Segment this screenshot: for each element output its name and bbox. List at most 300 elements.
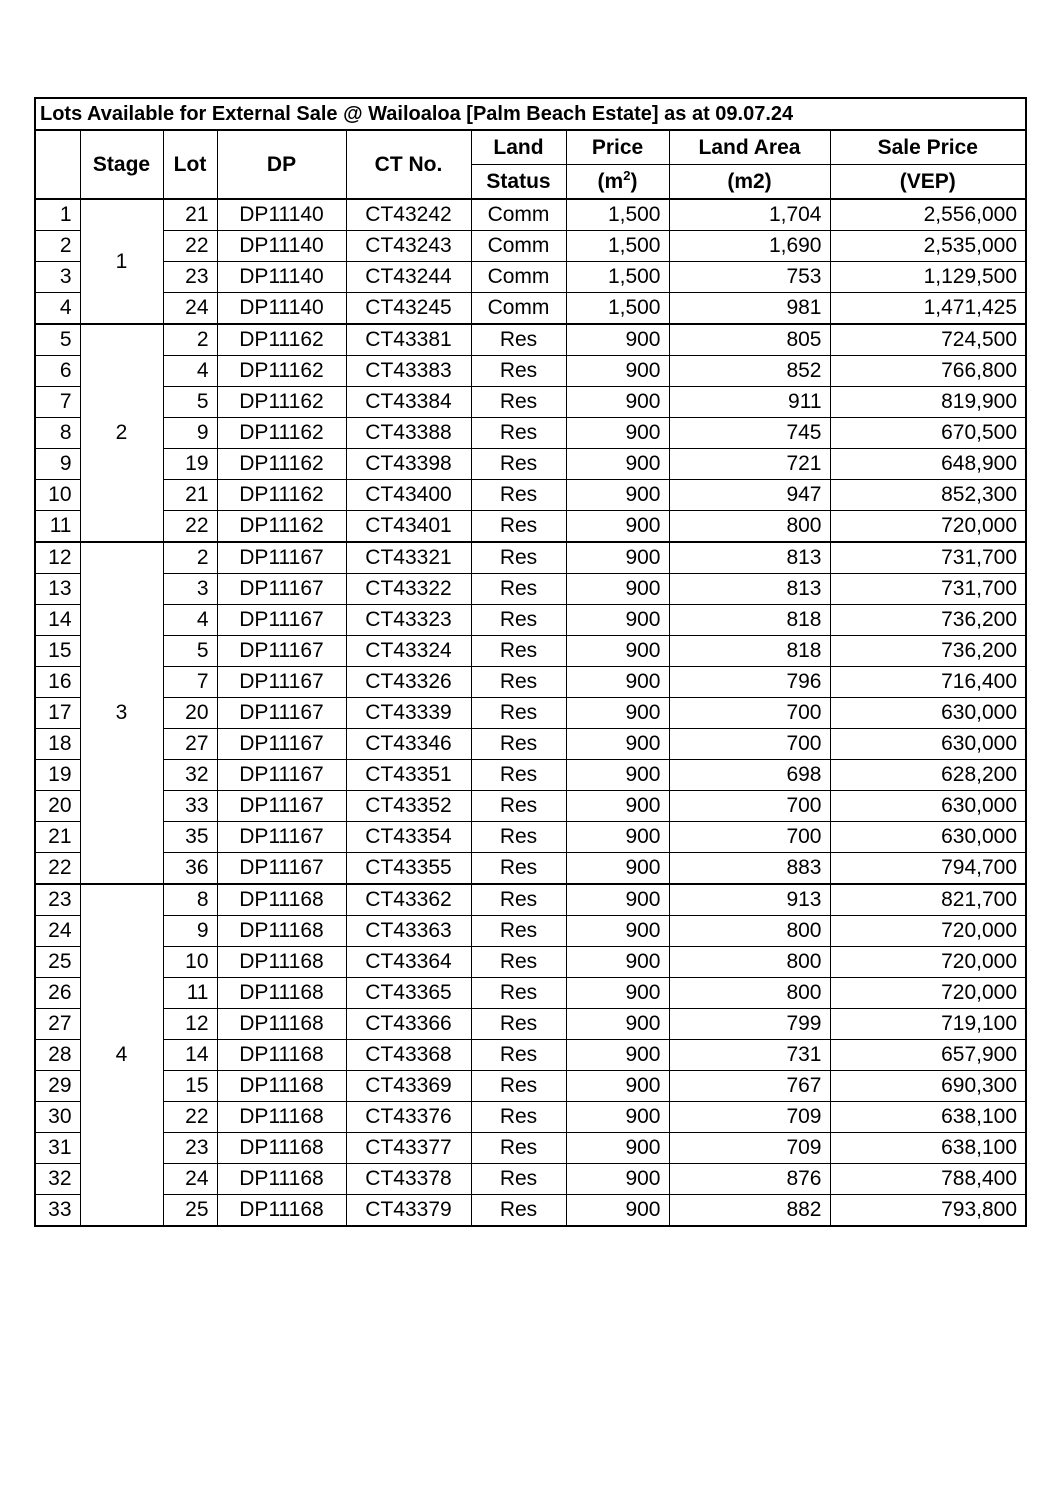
- price-cell: 900: [566, 449, 669, 480]
- dp-cell: DP11162: [217, 387, 346, 418]
- table-row: [35, 916, 1026, 947]
- ct-cell: CT43363: [346, 916, 471, 947]
- table-row: [35, 1195, 1026, 1227]
- land-status-cell: Res: [471, 822, 566, 853]
- dp-cell: DP11140: [217, 293, 346, 325]
- dp-cell: DP11140: [217, 199, 346, 231]
- dp-cell: DP11167: [217, 667, 346, 698]
- lot-cell: 9: [163, 916, 217, 947]
- dp-cell: DP11167: [217, 822, 346, 853]
- price-cell: 900: [566, 574, 669, 605]
- price-cell: 900: [566, 947, 669, 978]
- row-index: 15: [35, 636, 80, 667]
- row-index: 6: [35, 356, 80, 387]
- lot-cell: 21: [163, 480, 217, 511]
- sale-price-cell: 648,900: [830, 449, 1026, 480]
- land-status-cell: Res: [471, 418, 566, 449]
- land-area-cell: 709: [669, 1133, 830, 1164]
- land-area-cell: 700: [669, 729, 830, 760]
- sale-price-cell: 719,100: [830, 1009, 1026, 1040]
- land-area-cell: 1,690: [669, 231, 830, 262]
- dp-cell: DP11162: [217, 480, 346, 511]
- lot-cell: 3: [163, 574, 217, 605]
- ct-cell: CT43388: [346, 418, 471, 449]
- ct-cell: CT43244: [346, 262, 471, 293]
- table-row: [35, 574, 1026, 605]
- lot-cell: 4: [163, 605, 217, 636]
- land-area-cell: 753: [669, 262, 830, 293]
- price-cell: 900: [566, 729, 669, 760]
- price-cell: 900: [566, 822, 669, 853]
- ct-cell: CT43369: [346, 1071, 471, 1102]
- row-index: 18: [35, 729, 80, 760]
- ct-cell: CT43378: [346, 1164, 471, 1195]
- land-area-cell: 818: [669, 605, 830, 636]
- lot-cell: 25: [163, 1195, 217, 1227]
- lot-cell: 35: [163, 822, 217, 853]
- table-row: [35, 760, 1026, 791]
- lot-cell: 7: [163, 667, 217, 698]
- land-status-cell: Res: [471, 605, 566, 636]
- sale-price-cell: 766,800: [830, 356, 1026, 387]
- row-index: 23: [35, 884, 80, 916]
- table-row: [35, 324, 1026, 356]
- dp-cell: DP11168: [217, 1164, 346, 1195]
- sale-price-cell: 720,000: [830, 511, 1026, 543]
- ct-cell: CT43346: [346, 729, 471, 760]
- land-area-cell: 745: [669, 418, 830, 449]
- price-cell: 900: [566, 698, 669, 729]
- dp-cell: DP11167: [217, 698, 346, 729]
- table-row: [35, 356, 1026, 387]
- table-row: [35, 262, 1026, 293]
- stage-cell: 3: [80, 542, 163, 884]
- row-index: 26: [35, 978, 80, 1009]
- sale-price-cell: 788,400: [830, 1164, 1026, 1195]
- land-status-cell: Res: [471, 760, 566, 791]
- row-index: 1: [35, 199, 80, 231]
- ct-cell: CT43401: [346, 511, 471, 543]
- dp-cell: DP11168: [217, 947, 346, 978]
- table-row: [35, 1133, 1026, 1164]
- table-row: [35, 1009, 1026, 1040]
- land-area-cell: 911: [669, 387, 830, 418]
- lot-cell: 2: [163, 324, 217, 356]
- table-row: [35, 605, 1026, 636]
- sale-price-cell: 630,000: [830, 729, 1026, 760]
- row-index: 24: [35, 916, 80, 947]
- lot-cell: 12: [163, 1009, 217, 1040]
- lot-cell: 14: [163, 1040, 217, 1071]
- dp-cell: DP11167: [217, 542, 346, 574]
- ct-cell: CT43377: [346, 1133, 471, 1164]
- land-status-cell: Res: [471, 1164, 566, 1195]
- lot-cell: 8: [163, 884, 217, 916]
- price-cell: 900: [566, 1040, 669, 1071]
- ct-cell: CT43384: [346, 387, 471, 418]
- ct-cell: CT43400: [346, 480, 471, 511]
- row-index: 27: [35, 1009, 80, 1040]
- row-index: 31: [35, 1133, 80, 1164]
- ct-cell: CT43366: [346, 1009, 471, 1040]
- price-cell: 1,500: [566, 262, 669, 293]
- land-area-cell: 818: [669, 636, 830, 667]
- ct-cell: CT43362: [346, 884, 471, 916]
- land-status-cell: Res: [471, 511, 566, 543]
- lots-table: [34, 97, 1027, 1227]
- price-cell: 900: [566, 356, 669, 387]
- land-status-cell: Res: [471, 1071, 566, 1102]
- land-status-cell: Res: [471, 884, 566, 916]
- header-area-top: Land Area: [669, 130, 830, 165]
- sale-price-cell: 852,300: [830, 480, 1026, 511]
- header-index: [35, 130, 80, 199]
- land-area-cell: 721: [669, 449, 830, 480]
- dp-cell: DP11140: [217, 262, 346, 293]
- ct-cell: CT43242: [346, 199, 471, 231]
- sale-price-cell: 731,700: [830, 542, 1026, 574]
- table-row: [35, 1071, 1026, 1102]
- row-index: 10: [35, 480, 80, 511]
- table-row: [35, 729, 1026, 760]
- table-row: [35, 1040, 1026, 1071]
- row-index: 13: [35, 574, 80, 605]
- sale-price-cell: 793,800: [830, 1195, 1026, 1227]
- ct-cell: CT43324: [346, 636, 471, 667]
- row-index: 2: [35, 231, 80, 262]
- dp-cell: DP11168: [217, 1071, 346, 1102]
- sale-price-cell: 821,700: [830, 884, 1026, 916]
- sale-price-cell: 638,100: [830, 1102, 1026, 1133]
- ct-cell: CT43352: [346, 791, 471, 822]
- land-area-cell: 913: [669, 884, 830, 916]
- table-row: [35, 449, 1026, 480]
- ct-cell: CT43368: [346, 1040, 471, 1071]
- price-cell: 900: [566, 605, 669, 636]
- sale-price-cell: 724,500: [830, 324, 1026, 356]
- stage-cell: 2: [80, 324, 163, 542]
- row-index: 32: [35, 1164, 80, 1195]
- dp-cell: DP11168: [217, 884, 346, 916]
- row-index: 21: [35, 822, 80, 853]
- sale-price-cell: 794,700: [830, 853, 1026, 885]
- land-area-cell: 883: [669, 853, 830, 885]
- title-row: [35, 98, 1026, 130]
- lot-cell: 9: [163, 418, 217, 449]
- land-area-cell: 882: [669, 1195, 830, 1227]
- ct-cell: CT43365: [346, 978, 471, 1009]
- land-area-cell: 709: [669, 1102, 830, 1133]
- lot-cell: 23: [163, 1133, 217, 1164]
- price-cell: 900: [566, 791, 669, 822]
- lot-cell: 23: [163, 262, 217, 293]
- dp-cell: DP11162: [217, 324, 346, 356]
- land-area-cell: 698: [669, 760, 830, 791]
- lot-cell: 11: [163, 978, 217, 1009]
- land-status-cell: Res: [471, 480, 566, 511]
- ct-cell: CT43355: [346, 853, 471, 885]
- lot-cell: 4: [163, 356, 217, 387]
- ct-cell: CT43339: [346, 698, 471, 729]
- price-cell: 900: [566, 636, 669, 667]
- ct-cell: CT43323: [346, 605, 471, 636]
- ct-cell: CT43245: [346, 293, 471, 325]
- lot-cell: 2: [163, 542, 217, 574]
- land-status-cell: Res: [471, 1195, 566, 1227]
- land-area-cell: 852: [669, 356, 830, 387]
- lot-cell: 10: [163, 947, 217, 978]
- row-index: 17: [35, 698, 80, 729]
- price-cell: 900: [566, 511, 669, 543]
- row-index: 12: [35, 542, 80, 574]
- land-status-cell: Comm: [471, 262, 566, 293]
- sale-price-cell: 716,400: [830, 667, 1026, 698]
- table-row: [35, 1102, 1026, 1133]
- land-status-cell: Res: [471, 449, 566, 480]
- price-cell: 900: [566, 667, 669, 698]
- price-cell: 900: [566, 1195, 669, 1227]
- sale-price-cell: 630,000: [830, 822, 1026, 853]
- row-index: 5: [35, 324, 80, 356]
- row-index: 7: [35, 387, 80, 418]
- row-index: 8: [35, 418, 80, 449]
- price-cell: 1,500: [566, 199, 669, 231]
- land-area-cell: 800: [669, 947, 830, 978]
- sale-price-cell: 731,700: [830, 574, 1026, 605]
- table-row: [35, 418, 1026, 449]
- sale-price-cell: 720,000: [830, 978, 1026, 1009]
- price-cell: 900: [566, 1102, 669, 1133]
- table-row: [35, 199, 1026, 231]
- table-title: Lots Available for External Sale @ Wailoaloa [Palm Beach Estate] as at 09.07.24: [35, 98, 1026, 130]
- sale-price-cell: 1,471,425: [830, 293, 1026, 325]
- ct-cell: CT43322: [346, 574, 471, 605]
- dp-cell: DP11167: [217, 605, 346, 636]
- dp-cell: DP11168: [217, 1040, 346, 1071]
- land-area-cell: 1,704: [669, 199, 830, 231]
- price-cell: 900: [566, 978, 669, 1009]
- row-index: 33: [35, 1195, 80, 1227]
- header-price-bottom: [566, 165, 669, 200]
- land-status-cell: Comm: [471, 231, 566, 262]
- lot-cell: 15: [163, 1071, 217, 1102]
- price-cell: 900: [566, 542, 669, 574]
- ct-cell: CT43351: [346, 760, 471, 791]
- price-cell: 1,500: [566, 231, 669, 262]
- row-index: 4: [35, 293, 80, 325]
- land-status-cell: Res: [471, 542, 566, 574]
- table-row: [35, 1164, 1026, 1195]
- row-index: 29: [35, 1071, 80, 1102]
- table-row: [35, 293, 1026, 325]
- lot-cell: 27: [163, 729, 217, 760]
- table-row: [35, 231, 1026, 262]
- sale-price-cell: 1,129,500: [830, 262, 1026, 293]
- header-price-top: Price: [566, 130, 669, 165]
- ct-cell: CT43354: [346, 822, 471, 853]
- table-row: [35, 542, 1026, 574]
- land-area-cell: 947: [669, 480, 830, 511]
- header-land-bottom: Status: [471, 165, 566, 200]
- row-index: 19: [35, 760, 80, 791]
- land-status-cell: Res: [471, 667, 566, 698]
- ct-cell: CT43243: [346, 231, 471, 262]
- table-row: [35, 884, 1026, 916]
- land-status-cell: Res: [471, 387, 566, 418]
- land-area-cell: 813: [669, 574, 830, 605]
- row-index: 20: [35, 791, 80, 822]
- table-row: [35, 698, 1026, 729]
- table-row: [35, 822, 1026, 853]
- land-area-cell: 731: [669, 1040, 830, 1071]
- price-cell: 900: [566, 1071, 669, 1102]
- sale-price-cell: 670,500: [830, 418, 1026, 449]
- dp-cell: DP11162: [217, 418, 346, 449]
- land-area-cell: 700: [669, 791, 830, 822]
- row-index: 30: [35, 1102, 80, 1133]
- land-area-cell: 700: [669, 698, 830, 729]
- table-row: [35, 947, 1026, 978]
- dp-cell: DP11167: [217, 760, 346, 791]
- stage-cell: 1: [80, 199, 163, 324]
- header-stage: Stage: [80, 130, 163, 199]
- table-row: [35, 387, 1026, 418]
- table-row: [35, 636, 1026, 667]
- land-area-cell: 799: [669, 1009, 830, 1040]
- dp-cell: DP11167: [217, 636, 346, 667]
- table-row: [35, 978, 1026, 1009]
- lot-cell: 22: [163, 1102, 217, 1133]
- dp-cell: DP11167: [217, 791, 346, 822]
- land-status-cell: Res: [471, 324, 566, 356]
- sale-price-cell: 628,200: [830, 760, 1026, 791]
- table-row: [35, 667, 1026, 698]
- ct-cell: CT43326: [346, 667, 471, 698]
- land-status-cell: Res: [471, 947, 566, 978]
- land-status-cell: Res: [471, 729, 566, 760]
- sale-price-cell: 638,100: [830, 1133, 1026, 1164]
- table-row: [35, 853, 1026, 885]
- land-status-cell: Res: [471, 916, 566, 947]
- row-index: 9: [35, 449, 80, 480]
- sale-price-cell: 657,900: [830, 1040, 1026, 1071]
- land-status-cell: Res: [471, 1133, 566, 1164]
- header-land-top: Land: [471, 130, 566, 165]
- price-cell: 900: [566, 760, 669, 791]
- land-status-cell: Res: [471, 574, 566, 605]
- price-cell: 900: [566, 1164, 669, 1195]
- dp-cell: DP11168: [217, 1133, 346, 1164]
- price-cell: 900: [566, 1009, 669, 1040]
- sale-price-cell: 630,000: [830, 698, 1026, 729]
- lot-cell: 5: [163, 387, 217, 418]
- ct-cell: CT43379: [346, 1195, 471, 1227]
- dp-cell: DP11168: [217, 1102, 346, 1133]
- header-lot: Lot: [163, 130, 217, 199]
- land-status-cell: Comm: [471, 199, 566, 231]
- land-status-cell: Comm: [471, 293, 566, 325]
- ct-cell: CT43364: [346, 947, 471, 978]
- lot-cell: 36: [163, 853, 217, 885]
- land-area-cell: 767: [669, 1071, 830, 1102]
- land-status-cell: Res: [471, 1040, 566, 1071]
- price-cell: 900: [566, 884, 669, 916]
- dp-cell: DP11168: [217, 1009, 346, 1040]
- ct-cell: CT43398: [346, 449, 471, 480]
- land-area-cell: 796: [669, 667, 830, 698]
- land-status-cell: Res: [471, 791, 566, 822]
- land-status-cell: Res: [471, 636, 566, 667]
- table-row: [35, 511, 1026, 543]
- lot-cell: 21: [163, 199, 217, 231]
- price-cell: 900: [566, 916, 669, 947]
- price-cell: 900: [566, 418, 669, 449]
- land-status-cell: Res: [471, 356, 566, 387]
- land-status-cell: Res: [471, 1009, 566, 1040]
- ct-cell: CT43321: [346, 542, 471, 574]
- ct-cell: CT43376: [346, 1102, 471, 1133]
- lot-cell: 5: [163, 636, 217, 667]
- row-index: 16: [35, 667, 80, 698]
- sale-price-cell: 720,000: [830, 916, 1026, 947]
- sale-price-cell: 736,200: [830, 636, 1026, 667]
- header-sale-bottom: (VEP): [830, 165, 1026, 200]
- price-cell: 900: [566, 1133, 669, 1164]
- land-status-cell: Res: [471, 853, 566, 885]
- ct-cell: CT43381: [346, 324, 471, 356]
- dp-cell: DP11167: [217, 853, 346, 885]
- header-dp: DP: [217, 130, 346, 199]
- price-cell: 900: [566, 324, 669, 356]
- sale-price-cell: 690,300: [830, 1071, 1026, 1102]
- row-index: 11: [35, 511, 80, 543]
- price-cell: 900: [566, 387, 669, 418]
- header-price-close: ): [630, 170, 638, 193]
- lot-cell: 22: [163, 511, 217, 543]
- lot-cell: 24: [163, 1164, 217, 1195]
- row-index: 3: [35, 262, 80, 293]
- land-area-cell: 981: [669, 293, 830, 325]
- dp-cell: DP11167: [217, 729, 346, 760]
- lot-cell: 22: [163, 231, 217, 262]
- land-status-cell: Res: [471, 978, 566, 1009]
- sale-price-cell: 2,535,000: [830, 231, 1026, 262]
- header-sale-top: Sale Price: [830, 130, 1026, 165]
- sale-price-cell: 720,000: [830, 947, 1026, 978]
- dp-cell: DP11168: [217, 916, 346, 947]
- dp-cell: DP11162: [217, 511, 346, 543]
- sale-price-cell: 2,556,000: [830, 199, 1026, 231]
- sale-price-cell: 630,000: [830, 791, 1026, 822]
- stage-cell: 4: [80, 884, 163, 1226]
- land-area-cell: 700: [669, 822, 830, 853]
- dp-cell: DP11168: [217, 1195, 346, 1227]
- header-price-sup: 2: [623, 168, 631, 183]
- sale-price-cell: 819,900: [830, 387, 1026, 418]
- header-price-unit: (m: [597, 170, 624, 193]
- row-index: 25: [35, 947, 80, 978]
- row-index: 28: [35, 1040, 80, 1071]
- land-area-cell: 800: [669, 978, 830, 1009]
- lot-cell: 19: [163, 449, 217, 480]
- dp-cell: DP11168: [217, 978, 346, 1009]
- table-row: [35, 480, 1026, 511]
- header-area-bottom: (m2): [669, 165, 830, 200]
- table-row: [35, 791, 1026, 822]
- dp-cell: DP11162: [217, 356, 346, 387]
- land-status-cell: Res: [471, 1102, 566, 1133]
- land-area-cell: 813: [669, 542, 830, 574]
